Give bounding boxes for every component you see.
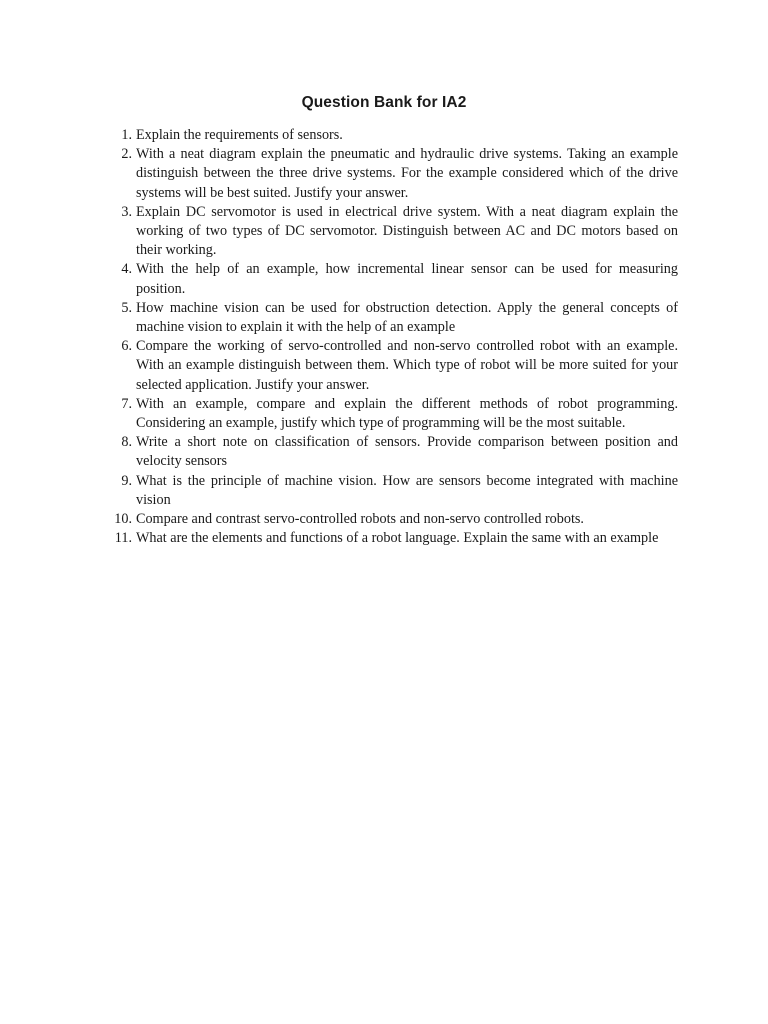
question-text: How machine vision can be used for obstruction detection. Apply the general concepts of machine vision to explain it with the help of an example xyxy=(136,299,678,336)
question-text: Compare and contrast servo-controlled robots and non-servo controlled robots. xyxy=(136,511,584,528)
question-number: 1. xyxy=(121,127,132,143)
question-number: 10. xyxy=(114,511,132,528)
question-text: With a neat diagram explain the pneumatic and hydraulic drive systems. Taking an example distinguish between the three drive systems. For the example considered which of the drive systems will be best suited. Justify your answer. xyxy=(136,146,678,201)
question-item xyxy=(108,203,678,261)
question-item xyxy=(108,337,678,395)
question-text: Explain DC servomotor is used in electrical drive system. With a neat diagram explain the working of two types of DC servomotor. Distinguish between AC and DC motors based on their working. xyxy=(136,203,678,259)
question-number: 5. xyxy=(121,299,132,316)
question-item xyxy=(108,126,678,145)
question-number: 6. xyxy=(121,338,132,355)
question-number: 4. xyxy=(121,261,132,278)
question-text: With the help of an example, how incremental linear sensor can be used for measuring position. xyxy=(136,261,678,297)
question-text: Explain the requirements of sensors. xyxy=(136,127,343,143)
question-text: Compare the working of servo-controlled and non-servo controlled robot with an example. With an example distinguish between them. Which type of robot will be more suited for your selected application. Justify your answer. xyxy=(136,338,678,393)
question-number: 2. xyxy=(121,146,132,163)
question-item xyxy=(108,260,678,298)
question-item xyxy=(108,510,678,529)
question-item xyxy=(108,395,678,433)
question-number: 3. xyxy=(121,203,132,220)
question-text: What is the principle of machine vision. How are sensors become integrated with machine vision xyxy=(136,472,678,508)
question-item xyxy=(108,433,678,471)
question-item xyxy=(108,145,678,203)
question-number: 11. xyxy=(114,530,132,547)
question-text: Write a short note on classification of sensors. Provide comparison between position and velocity sensors xyxy=(136,434,678,470)
question-number: 7. xyxy=(121,395,132,412)
question-list xyxy=(108,126,678,548)
document-title: Question Bank for IA2 xyxy=(301,94,467,111)
question-item xyxy=(108,529,678,548)
question-number: 8. xyxy=(121,434,132,451)
question-text: With an example, compare and explain the different methods of robot programming. Considering an example, justify which type of programming will be the most suitable. xyxy=(136,395,678,432)
question-item xyxy=(108,472,678,510)
question-text: What are the elements and functions of a robot language. Explain the same with an example xyxy=(136,530,659,547)
question-number: 9. xyxy=(121,472,132,489)
question-item xyxy=(108,299,678,337)
